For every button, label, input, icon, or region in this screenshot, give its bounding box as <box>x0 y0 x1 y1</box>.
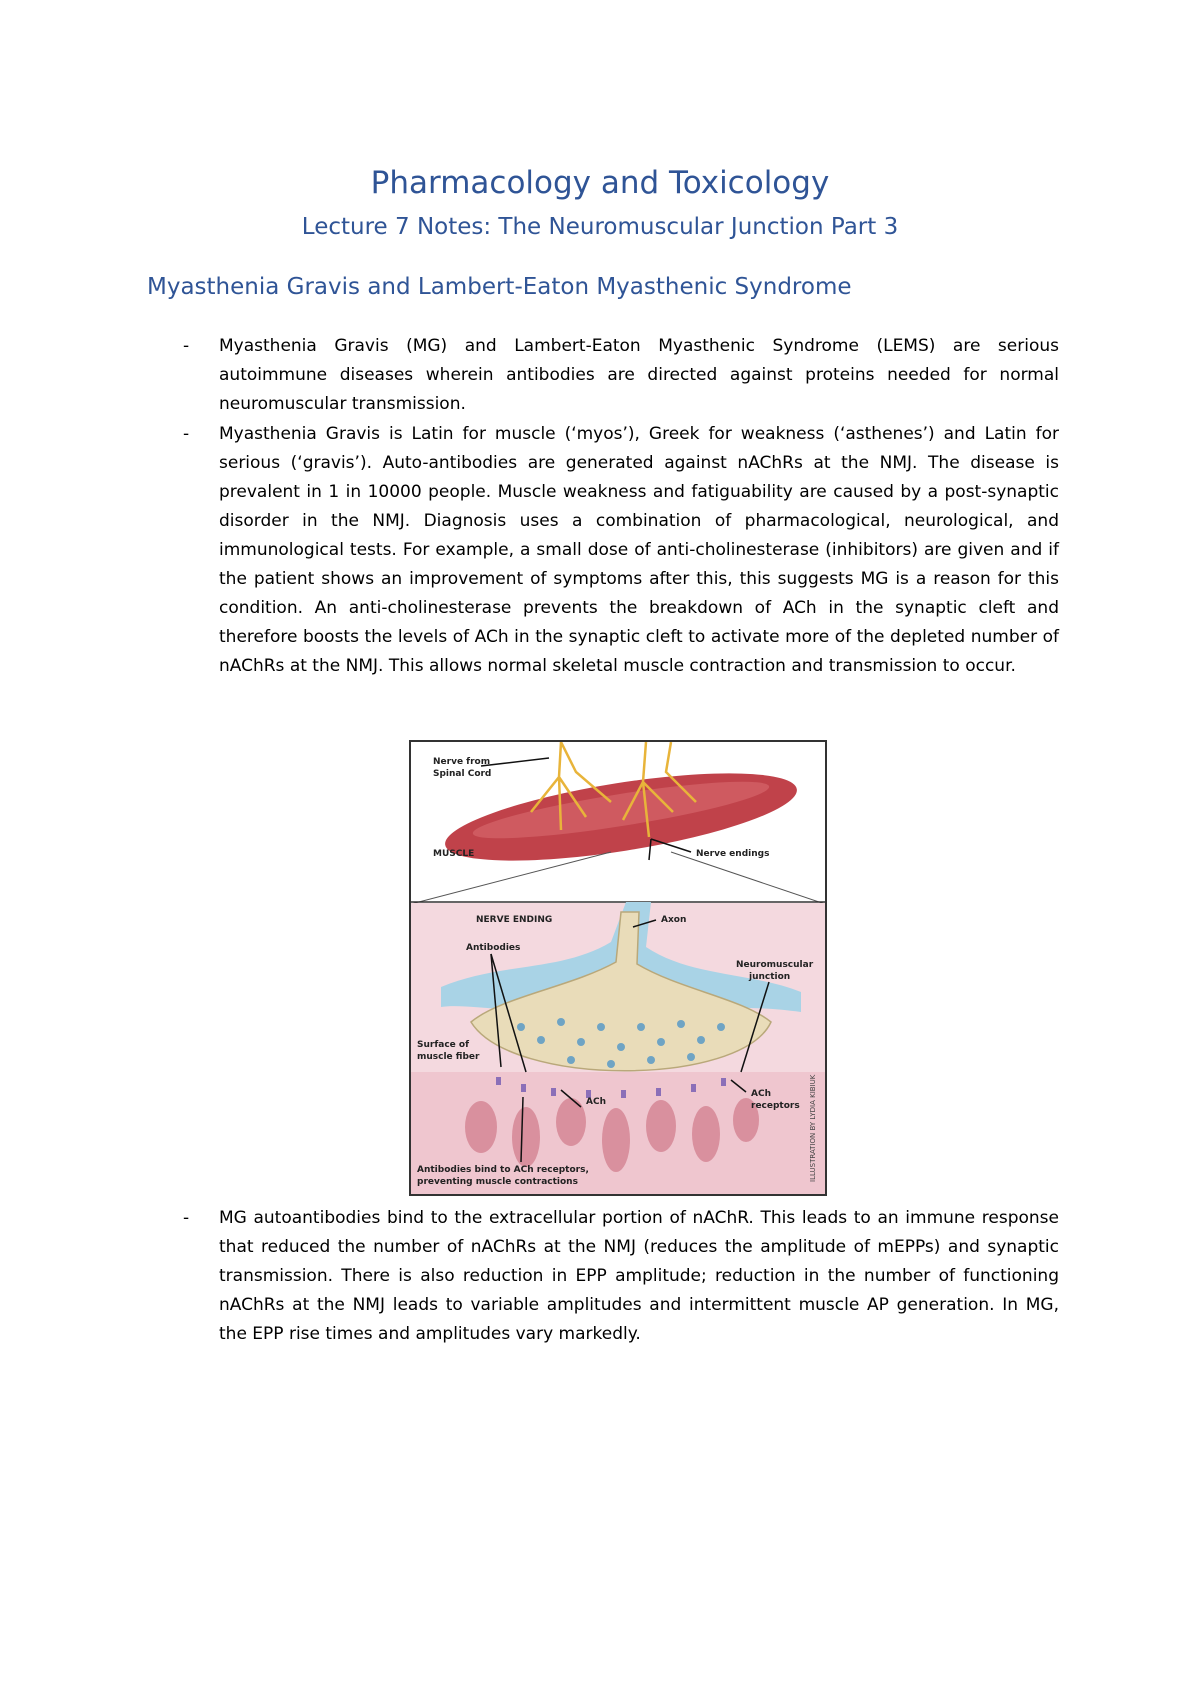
label-muscle: MUSCLE <box>433 849 475 859</box>
label-surface: Surface of <box>417 1040 469 1050</box>
label-nerve-ending: NERVE ENDING <box>476 915 553 925</box>
label-ach-receptors-2: receptors <box>751 1101 800 1111</box>
label-junction: junction <box>749 972 791 982</box>
label-nerve-endings: Nerve endings <box>696 849 770 859</box>
label-ach: ACh <box>586 1097 606 1107</box>
illustration-credit: ILLUSTRATION BY LYDIA KIBIUK <box>809 1074 817 1182</box>
label-neuromuscular: Neuromuscular <box>736 960 814 970</box>
label-antibodies: Antibodies <box>466 943 521 953</box>
bullet-text: Myasthenia Gravis is Latin for muscle (‘myos’), Greek for weakness (‘asthenes’) and Latin for serious (‘gravis’). Auto-antibodies are generated against nAChRs at the NMJ. The disease is prevalent in 1 in 10000 people. Muscle weakness and fatiguability are caused by a post-synaptic disorder in the NMJ. Diagnosis uses a combination of pharmacological, neurological, and immunological tests. For example, a small dose of anti-cholinesterase (inhibitors) are given and if the patient shows an improvement of symptoms after this, this suggests MG is a reason for this condition. An anti-cholinesterase prevents the breakdown of ACh in the synaptic cleft and therefore boosts the levels of ACh in the synaptic cleft to activate more of the depleted number of nAChRs at the NMJ. This allows normal skeletal muscle contraction and transmission to occur. <box>219 424 1059 676</box>
label-axon: Axon <box>661 915 687 925</box>
document-subtitle: Lecture 7 Notes: The Neuromuscular Junction Part 3 <box>301 214 899 240</box>
label-antibodies-bind: Antibodies bind to ACh receptors, <box>417 1165 589 1175</box>
section-heading: Myasthenia Gravis and Lambert-Eaton Myasthenic Syndrome <box>147 274 852 300</box>
label-preventing: preventing muscle contractions <box>417 1177 578 1187</box>
label-nerve-from: Nerve from <box>433 757 491 767</box>
label-muscle-fiber: muscle fiber <box>417 1052 480 1062</box>
bullet-marker: - <box>183 424 190 444</box>
label-ach-receptors-1: ACh <box>751 1089 771 1099</box>
bullet-marker: - <box>183 336 190 356</box>
nmj-illustration <box>409 740 827 1196</box>
bullet-text: Myasthenia Gravis (MG) and Lambert-Eaton Myasthenic Syndrome (LEMS) are serious autoimmune diseases wherein antibodies are directed against proteins needed for normal neuromuscular transmission. <box>219 336 1059 414</box>
bullet-marker: - <box>183 1208 190 1228</box>
document-title: Pharmacology and Toxicology <box>370 165 830 201</box>
nmj-diagram <box>411 742 825 1194</box>
label-spinal-cord: Spinal Cord <box>433 769 492 779</box>
bullet-text: MG autoantibodies bind to the extracellular portion of nAChR. This leads to an immune response that reduced the number of nAChRs at the NMJ (reduces the amplitude of mEPPs) and synaptic transmission. There is also reduction in EPP amplitude; reduction in the number of functioning nAChRs at the NMJ leads to variable amplitudes and intermittent muscle AP generation. In MG, the EPP rise times and amplitudes vary markedly. <box>219 1208 1059 1344</box>
